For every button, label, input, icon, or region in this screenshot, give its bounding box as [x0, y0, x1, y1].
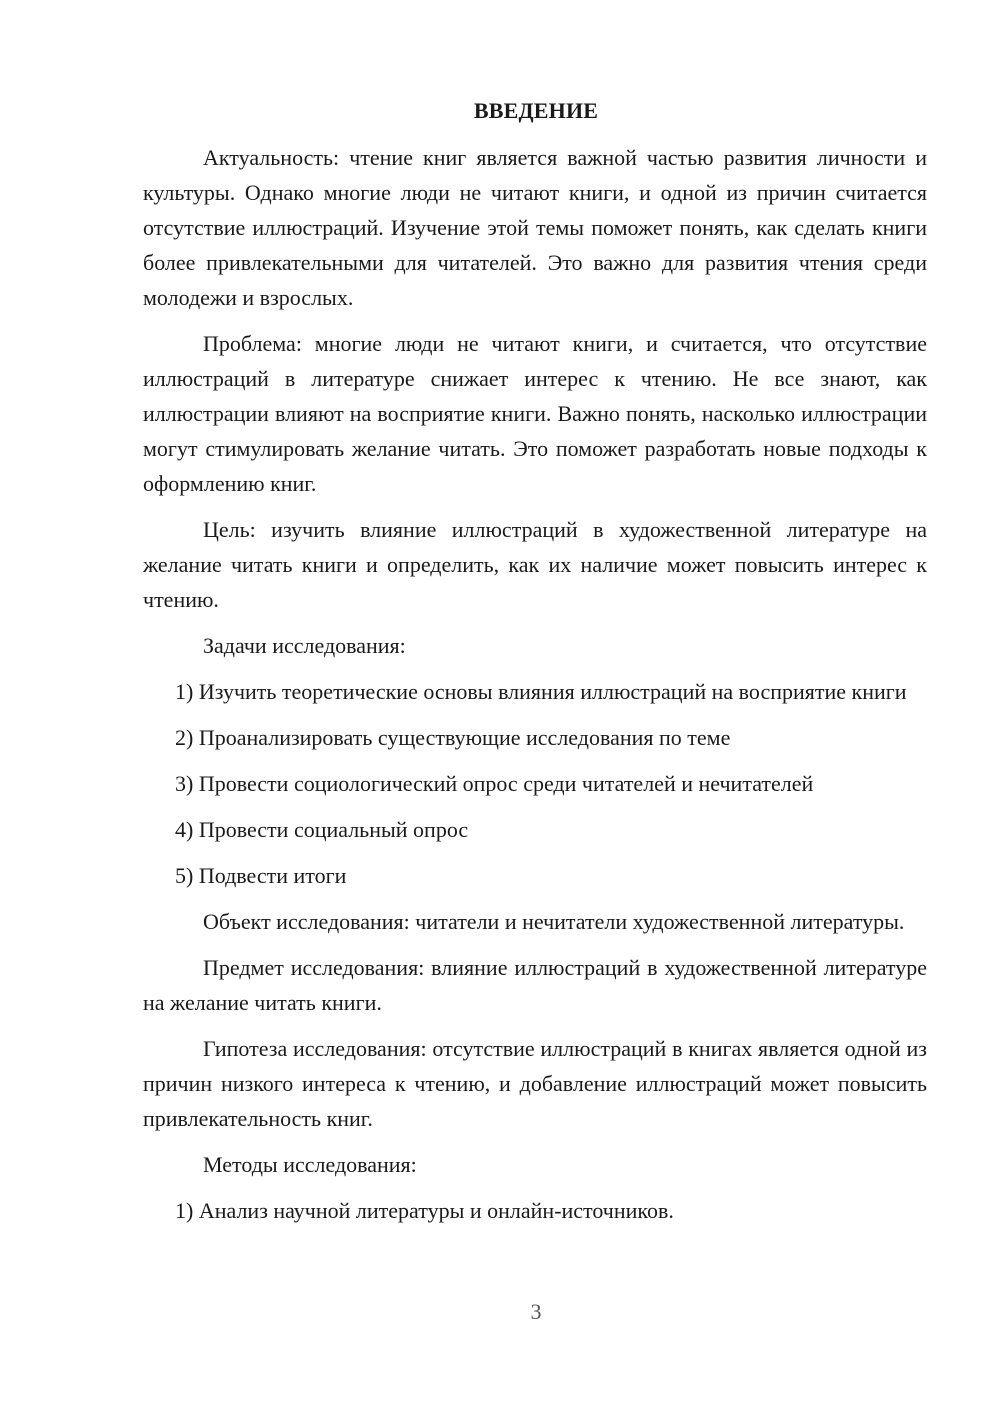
document-body: [143, 140, 927, 1239]
paragraph-object: Объект исследования: читатели и нечитатели художественной литературы.: [203, 909, 905, 934]
paragraph-subject: Предмет исследования: влияние иллюстраций в художественной литературе на желание читать книги.: [143, 955, 927, 1015]
paragraph-methods-title: Методы исследования:: [203, 1152, 417, 1177]
page-number: 3: [530, 1299, 542, 1324]
paragraph-goal: Цель: изучить влияние иллюстраций в художественной литературе на желание читать книги и определить, как их наличие может повысить интерес к чтению.: [143, 517, 927, 612]
paragraph-hypothesis: Гипотеза исследования: отсутствие иллюстраций в книгах является одной из причин низкого интереса к чтению, и добавление иллюстраций может повысить привлекательность книг.: [143, 1036, 927, 1131]
section-heading: ВВЕДЕНИЕ: [473, 98, 599, 123]
method-item-1: 1) Анализ научной литературы и онлайн-источников.: [175, 1198, 674, 1223]
task-item-2: 2) Проанализировать существующие исследования по теме: [175, 725, 731, 750]
paragraph-relevance: Актуальность: чтение книг является важной частью развития личности и культуры. Однако многие люди не читают книги, и одной из причин считается отсутствие иллюстраций. Изучение этой темы поможет понять, как сделать книги более привлекательными для читателей. Это важно для развития чтения среди молодежи и взрослых.: [143, 145, 927, 310]
task-item-1: 1) Изучить теоретические основы влияния иллюстраций на восприятие книги: [175, 679, 907, 704]
task-item-5: 5) Подвести итоги: [175, 863, 347, 888]
paragraph-problem: Проблема: многие люди не читают книги, и считается, что отсутствие иллюстраций в литературе снижает интерес к чтению. Не все знают, как иллюстрации влияют на восприятие книги. Важно понять, насколько иллюстрации могут стимулировать желание читать. Это поможет разработать новые подходы к оформлению книг.: [143, 331, 927, 496]
paragraph-tasks-title: Задачи исследования:: [203, 633, 406, 658]
task-item-4: 4) Провести социальный опрос: [175, 817, 469, 842]
task-item-3: 3) Провести социологический опрос среди читателей и нечитателей: [175, 771, 814, 796]
